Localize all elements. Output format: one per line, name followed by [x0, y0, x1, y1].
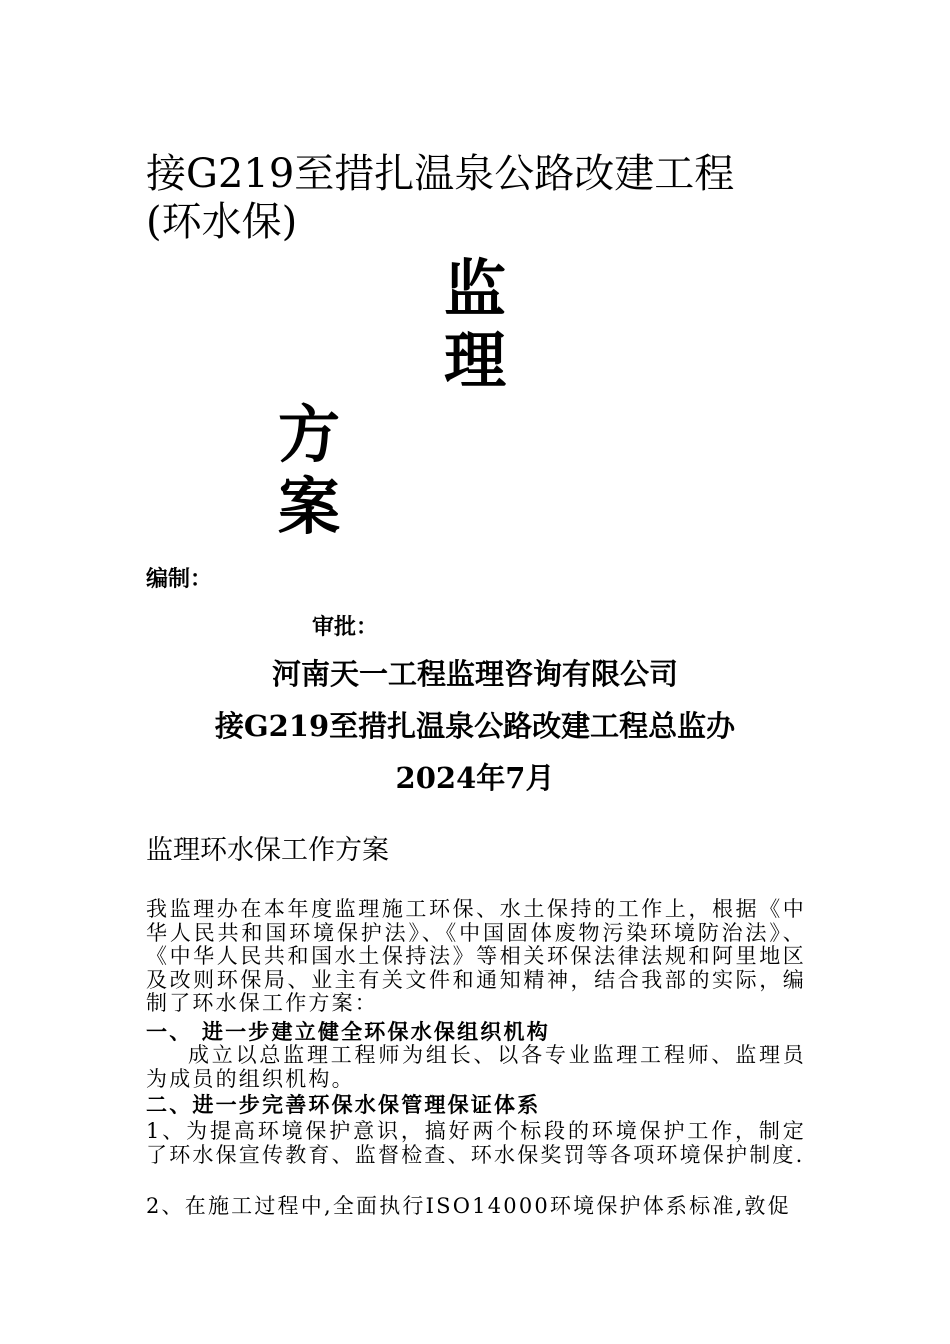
cover-char-3: 方 — [278, 398, 341, 471]
intro-paragraph: 我监理办在本年度监理施工环保、水土保持的工作上，根据《中华人民共和国环境保护法》、《中国固体废物污染环境防治法》、《中华人民共和国水土保持法》等相关环保法律法规和阿里地区及改则环保局、业主有关文件和通知精神，结合我部的实际，编制了环水保工作方案： — [146, 897, 806, 1015]
approved-by-label: 审批： — [312, 614, 379, 640]
cover-title-line1: 接G219至措扎温泉公路改建工程 — [146, 151, 735, 197]
cover-char-1: 监 — [444, 252, 507, 325]
office-name: 接G219至措扎温泉公路改建工程总监办 — [214, 709, 736, 743]
section1-body: 成立以总监理工程师为组长、以各专业监理工程师、监理员为成员的组织机构。 — [146, 1043, 806, 1091]
cover-title-line2: (环水保) — [146, 199, 298, 245]
content-heading: 监理环水保工作方案 — [146, 835, 389, 866]
section1-title: 一、 进一步建立健全环保水保组织机构 — [146, 1019, 550, 1044]
compiled-by-label: 编制： — [146, 566, 213, 592]
section2-title: 二、进一步完善环保水保管理保证体系 — [146, 1092, 541, 1117]
cover-char-2: 理 — [444, 324, 507, 397]
company-name: 河南天一工程监理咨询有限公司 — [271, 657, 678, 691]
cover-date: 2024年7月 — [395, 761, 555, 795]
cover-char-4: 案 — [278, 470, 341, 543]
section2-item2: 2、在施工过程中,全面执行ISO14000环境保护体系标准,敦促 — [146, 1194, 791, 1218]
section2-item1: 1、为提高环境保护意识，搞好两个标段的环境保护工作，制定了环水保宣传教育、监督检查、环水保奖罚等各项环境保护制度. — [146, 1119, 806, 1167]
